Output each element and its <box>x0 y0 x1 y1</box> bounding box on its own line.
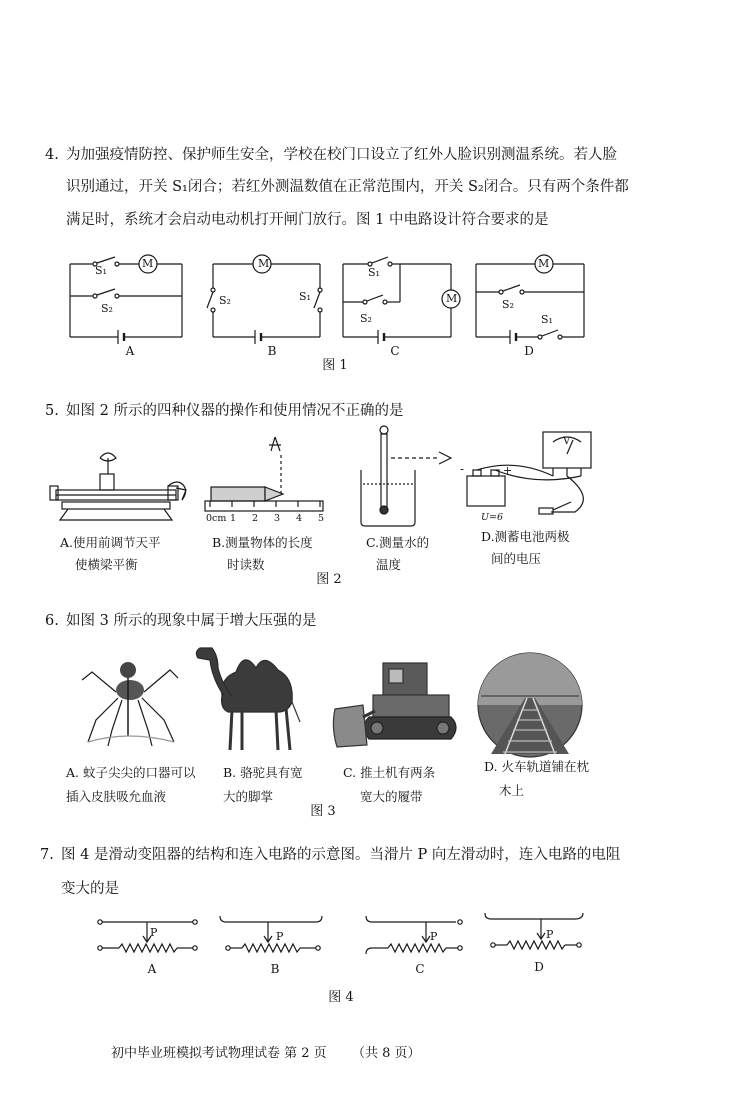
circuit-d-diagram <box>472 252 592 342</box>
q6-caption-c-line1: C. 推土机有两条 <box>343 765 436 780</box>
circuit-a-s1-label: S₁ <box>95 264 107 277</box>
ruler-label-3: 3 <box>274 513 281 524</box>
q7-number: 7. <box>40 847 54 863</box>
thermometer-beaker-image <box>355 422 465 532</box>
rheostat-c-label: C <box>415 962 425 976</box>
ruler-label-5: 5 <box>318 513 325 524</box>
circuit-b-motor-label: M <box>258 257 270 270</box>
battery-plus-label: + <box>503 464 513 477</box>
q5-caption-a-line2: 使横梁平衡 <box>75 557 138 572</box>
q5-caption-c-line2: 温度 <box>376 557 402 572</box>
rheostat-d-diagram <box>483 909 603 964</box>
circuit-d-s1-label: S₁ <box>541 313 553 326</box>
q6-number: 6. <box>45 613 59 629</box>
battery-voltage-label: U=6 <box>481 512 504 523</box>
q7-text-line1: 图 4 是滑动变阻器的结构和连入电路的示意图。当滑片 P 向左滑动时，连入电路的电阻 <box>61 847 621 863</box>
circuit-b-s2-label: S₂ <box>219 294 231 307</box>
circuit-c-diagram <box>338 252 463 342</box>
q5-caption-c-line1: C.测量水的 <box>366 535 430 550</box>
q7-text-line2: 变大的是 <box>61 881 119 897</box>
q5-caption-d-line2: 间的电压 <box>491 551 542 566</box>
q6-caption-b-line2: 大的脚掌 <box>223 789 274 804</box>
circuit-d-motor-label: M <box>538 257 550 270</box>
q4-text-line2: 识别通过，开关 S₁闭合；若红外测温数值在正常范围内，开关 S₂闭合。只有两个条件都 <box>66 179 629 195</box>
q5-caption-b-line1: B.测量物体的长度 <box>212 535 313 550</box>
rheostat-c-diagram <box>364 912 484 967</box>
footer-page-info: 初中毕业班模拟考试物理试卷 第 2 页 <box>111 1046 327 1061</box>
circuit-c-label: C <box>390 344 400 358</box>
figure-3-caption: 图 3 <box>310 804 336 819</box>
q6-caption-d-line1: D. 火车轨道铺在枕 <box>484 759 590 774</box>
figure-4-caption: 图 4 <box>328 990 354 1005</box>
rheostat-b-slider-label: P <box>276 930 284 943</box>
circuit-a-diagram <box>60 252 190 342</box>
q5-caption-b-line2: 时读数 <box>227 557 265 572</box>
balance-scale-image <box>48 446 188 531</box>
circuit-c-s1-label: S₁ <box>368 266 380 279</box>
circuit-a-s2-label: S₂ <box>101 302 113 315</box>
q6-caption-a-line2: 插入皮肤吸允血液 <box>66 789 167 804</box>
q5-number: 5. <box>45 403 59 419</box>
railway-track-photo <box>475 650 585 760</box>
q5-text-line1: 如图 2 所示的四种仪器的操作和使用情况不正确的是 <box>66 403 404 419</box>
rheostat-d-slider-label: P <box>546 928 554 941</box>
q5-caption-d-line1: D.测蓄电池两极 <box>481 529 570 544</box>
rheostat-a-slider-label: P <box>150 926 158 939</box>
ruler-label-1: 1 <box>230 513 237 524</box>
circuit-c-s2-label: S₂ <box>360 312 372 325</box>
circuit-a-motor-label: M <box>142 257 154 270</box>
footer-total-pages: （共 8 页） <box>352 1046 421 1061</box>
circuit-d-s2-label: S₂ <box>502 298 514 311</box>
ruler-label-0: 0cm <box>206 513 227 524</box>
q5-caption-a-line1: A.使用前调节天平 <box>60 535 161 550</box>
mosquito-photo <box>78 650 183 750</box>
circuit-b-label: B <box>267 344 277 358</box>
q6-caption-c-line2: 宽大的履带 <box>360 789 423 804</box>
bulldozer-photo <box>333 655 463 755</box>
battery-minus-label: - <box>460 462 465 476</box>
circuit-b-s1-label: S₁ <box>299 290 311 303</box>
voltmeter-battery-image <box>455 428 605 528</box>
figure-2-caption: 图 2 <box>316 572 342 587</box>
q6-caption-b-line1: B. 骆驼具有宽 <box>223 765 303 780</box>
rheostat-b-label: B <box>270 962 280 976</box>
q4-number: 4. <box>45 147 59 163</box>
rheostat-a-diagram <box>95 912 210 967</box>
circuit-d-label: D <box>524 344 534 358</box>
q6-text-line1: 如图 3 所示的现象中属于增大压强的是 <box>66 613 317 629</box>
ruler-label-2: 2 <box>252 513 259 524</box>
q4-text-line3: 满足时，系统才会启动电动机打开闸门放行。图 1 中电路设计符合要求的是 <box>66 212 549 228</box>
q4-text-line1: 为加强疫情防控、保护师生安全，学校在校门口设立了红外人脸识别测温系统。若人脸 <box>66 147 617 163</box>
rheostat-c-slider-label: P <box>430 930 438 943</box>
rheostat-d-label: D <box>534 960 544 974</box>
q6-caption-a-line1: A. 蚊子尖尖的口器可以 <box>66 765 196 780</box>
rheostat-a-label: A <box>147 962 157 976</box>
q6-caption-d-line2: 木上 <box>499 783 525 798</box>
ruler-label-4: 4 <box>296 513 303 524</box>
circuit-c-motor-label: M <box>446 292 458 305</box>
figure-1-caption: 图 1 <box>322 358 348 373</box>
circuit-a-label: A <box>125 344 135 358</box>
camel-photo <box>192 638 307 756</box>
voltmeter-label: V <box>563 436 571 447</box>
